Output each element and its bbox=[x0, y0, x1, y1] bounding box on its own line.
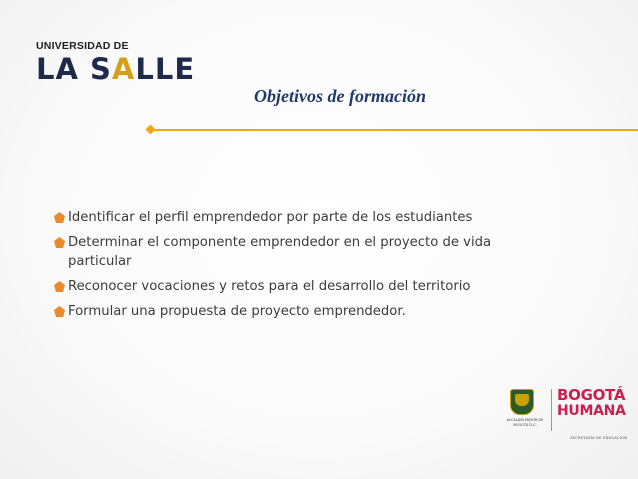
coat-of-arms-icon bbox=[510, 389, 534, 415]
list-item-text: Identificar el perfil emprendedor por parte de los estudiantes bbox=[68, 210, 473, 225]
bogota-humana-logos bbox=[505, 385, 625, 445]
bogota-text: BOGOTÁ bbox=[557, 386, 626, 404]
pentagon-bullet-icon bbox=[54, 281, 65, 292]
logo-top-line: UNIVERSIDAD DE bbox=[36, 40, 129, 52]
list-item bbox=[54, 302, 534, 321]
title-divider bbox=[152, 129, 638, 131]
logo-gold-letter: A bbox=[111, 52, 136, 86]
pentagon-bullet-icon bbox=[54, 237, 65, 248]
list-item bbox=[54, 208, 534, 227]
list-item bbox=[54, 277, 534, 296]
logo-separator bbox=[551, 389, 552, 431]
logo-part-1: LA S bbox=[36, 52, 112, 86]
list-item-text: Reconocer vocaciones y retos para el desarrollo del territorio bbox=[68, 279, 471, 294]
logo-wordmark bbox=[36, 53, 195, 85]
objectives-list bbox=[54, 208, 534, 327]
secretaria-text: SECRETARÍA DE EDUCACIÓN bbox=[570, 436, 627, 440]
la-salle-logo bbox=[36, 40, 195, 85]
pentagon-bullet-icon bbox=[54, 212, 65, 223]
slide-title: Objetivos de formación bbox=[254, 86, 426, 106]
alcaldia-text: ALCALDÍA MAYOR DE BOGOTÁ D.C. bbox=[506, 418, 544, 427]
pentagon-bullet-icon bbox=[54, 306, 65, 317]
list-item-text: Determinar el componente emprendedor en el proyecto de vida particular bbox=[68, 235, 492, 269]
logo-part-2: LLE bbox=[135, 52, 196, 86]
list-item-text: Formular una propuesta de proyecto emprendedor. bbox=[68, 304, 406, 319]
list-item bbox=[54, 233, 534, 271]
humana-text: HUMANA bbox=[557, 403, 626, 419]
